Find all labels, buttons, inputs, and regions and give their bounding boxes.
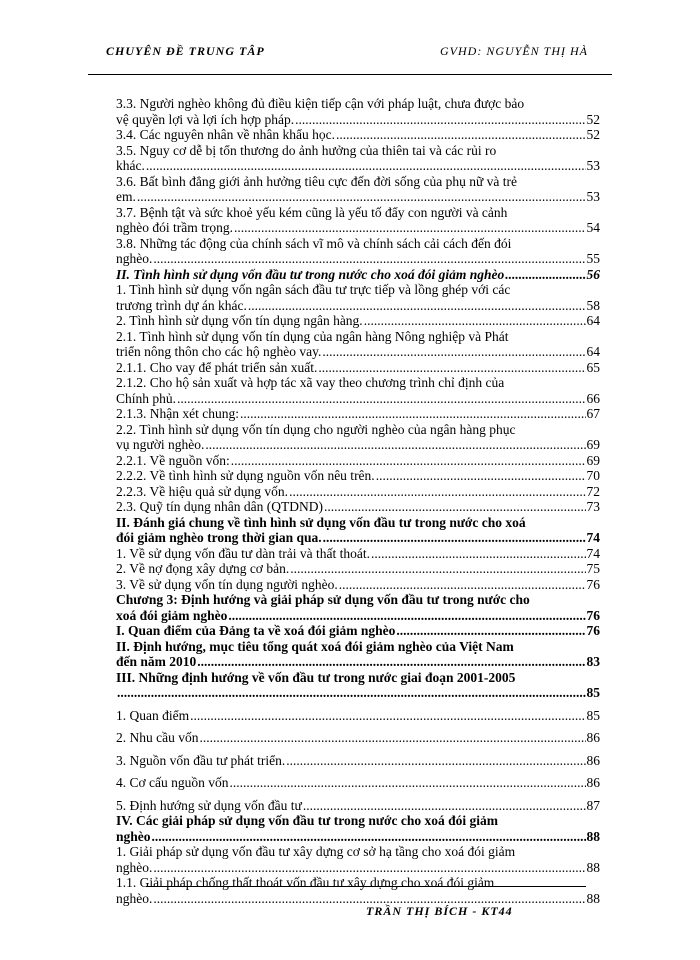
- toc-page-number: 64: [586, 313, 600, 328]
- toc-page-number: 58: [586, 297, 600, 313]
- toc-leader-dots: [322, 344, 585, 360]
- toc-leader-dots: [240, 406, 586, 422]
- toc-entry[interactable]: [116, 730, 600, 746]
- toc-entry[interactable]: [116, 484, 600, 500]
- toc-entry[interactable]: [116, 344, 600, 360]
- toc-entry[interactable]: [116, 282, 600, 298]
- toc-page-number: 52: [586, 111, 600, 127]
- toc-page-number: 76: [586, 623, 600, 638]
- toc-leader-dots: [177, 391, 585, 407]
- toc-entry-title: nghèo: [116, 828, 151, 844]
- toc-leader-dots: [199, 730, 585, 746]
- toc-entry[interactable]: [116, 753, 600, 769]
- toc-entry-title: 2.1. Tình hình sử dụng vốn tín dụng của ngân hàng Nông nghiệp và Phát: [116, 328, 509, 344]
- toc-entry-title: nghèo đói trầm trọng.: [116, 220, 233, 235]
- toc-page-number: 53: [586, 189, 600, 204]
- toc-entry[interactable]: [116, 143, 600, 159]
- footer-rule: [146, 886, 586, 887]
- toc-page-number: 86: [586, 730, 600, 745]
- toc-entry[interactable]: [116, 391, 600, 407]
- toc-entry-title: vệ quyền lợi và lợi ích hợp pháp.: [116, 111, 295, 127]
- toc-page-number: 69: [586, 437, 600, 452]
- toc-page-number: 85: [586, 685, 600, 700]
- toc-entry-title: 5. Định hướng sử dụng vốn đầu tư: [116, 797, 302, 813]
- toc-spacer: [116, 701, 600, 708]
- toc-entry[interactable]: [116, 515, 600, 531]
- toc-page-number: 85: [586, 707, 600, 723]
- toc-leader-dots: [323, 530, 586, 546]
- toc-entry[interactable]: [116, 654, 600, 670]
- toc-leader-dots: [152, 829, 586, 845]
- toc-entry[interactable]: [116, 437, 600, 453]
- toc-leader-dots: [190, 708, 585, 724]
- toc-page-number: 86: [586, 752, 600, 768]
- toc-leader-dots: [286, 753, 585, 769]
- toc-entry[interactable]: [116, 813, 600, 829]
- toc-entry[interactable]: [116, 577, 600, 593]
- toc-spacer: [116, 768, 600, 775]
- toc-leader-dots: [248, 298, 586, 314]
- toc-entry[interactable]: [116, 189, 600, 205]
- toc-page-number: 67: [586, 406, 600, 421]
- toc-page-number: 53: [586, 158, 600, 173]
- table-of-contents: [116, 96, 600, 906]
- toc-entry[interactable]: [116, 251, 600, 267]
- toc-leader-dots: [336, 127, 586, 143]
- toc-entry-title: em.: [116, 189, 136, 204]
- toc-spacer: [116, 746, 600, 753]
- toc-entry-title: 2.1.3. Nhận xét chung:: [116, 406, 239, 421]
- toc-entry-title: nghèo.: [116, 251, 153, 266]
- footer-text: TRẦN THỊ BÍCH - KT44: [366, 904, 513, 918]
- toc-entry-title: Chính phủ.: [116, 390, 177, 406]
- toc-entry[interactable]: [116, 112, 600, 128]
- toc-leader-dots: [339, 577, 586, 593]
- toc-entry-title: Chương 3: Định hướng và giải pháp sử dụng vốn đầu tư trong nước cho: [116, 592, 530, 607]
- toc-leader-dots: [153, 860, 585, 876]
- toc-entry-title: 2.1.2. Cho hộ sản xuất và hợp tác xã vay theo chương trình chỉ định của: [116, 375, 505, 390]
- toc-entry-title: 3. Về sử dụng vốn tín dụng người nghèo.: [116, 576, 338, 592]
- toc-entry[interactable]: [116, 708, 600, 724]
- toc-entry-title: 1.1. Giải pháp chống thất thoát vốn đầu tư xây dựng cho xoá đói giảm: [116, 875, 495, 890]
- toc-entry[interactable]: [116, 499, 600, 515]
- toc-entry-title: II. Đánh giá chung về tình hình sử dụng vốn đầu tư trong nước cho xoá: [116, 514, 526, 530]
- toc-entry[interactable]: [116, 623, 600, 639]
- toc-page-number: 55: [586, 251, 600, 266]
- toc-leader-dots: [153, 251, 585, 267]
- toc-entry-title: nghèo.: [116, 890, 153, 906]
- toc-entry[interactable]: [116, 220, 600, 236]
- toc-entry-title: 2. Nhu cầu vốn: [116, 730, 199, 745]
- toc-leader-dots: [290, 561, 585, 577]
- toc-entry[interactable]: [116, 422, 600, 438]
- toc-entry[interactable]: [116, 639, 600, 655]
- toc-page-number: 88: [586, 828, 600, 844]
- toc-entry[interactable]: [116, 875, 600, 891]
- toc-entry-title: 3.3. Người nghèo không đủ điều kiện tiếp cận với pháp luật, chưa được bảo: [116, 96, 525, 111]
- toc-entry-title: 2.2.3. Về hiệu quả sử dụng vốn.: [116, 483, 289, 499]
- toc-entry[interactable]: [116, 298, 600, 314]
- toc-leader-dots: [371, 546, 586, 562]
- toc-entry[interactable]: [116, 685, 600, 701]
- toc-entry-title: 3.7. Bệnh tật và sức khoẻ yếu kém cũng là yếu tố đẩy con người và cảnh: [116, 204, 508, 220]
- toc-entry-title: 3. Nguồn vốn đầu tư phát triển.: [116, 752, 286, 768]
- toc-entry-title: 2.3. Quỹ tín dụng nhân dân (QTDND): [116, 499, 323, 514]
- toc-entry[interactable]: [116, 670, 600, 686]
- toc-leader-dots: [205, 437, 585, 453]
- toc-entry[interactable]: [116, 468, 600, 484]
- header-rule: [88, 74, 612, 75]
- toc-entry[interactable]: [116, 205, 600, 221]
- toc-entry-title: 1. Quan điểm: [116, 707, 190, 723]
- toc-page-number: 75: [586, 561, 600, 576]
- toc-page-number: 52: [586, 127, 600, 142]
- toc-page-number: 65: [586, 359, 600, 375]
- toc-leader-dots: [376, 468, 586, 484]
- toc-leader-dots: [364, 313, 586, 329]
- toc-entry[interactable]: [116, 267, 600, 283]
- toc-page-number: 88: [586, 890, 600, 906]
- toc-page-number: 72: [586, 483, 600, 499]
- toc-entry-title: 4. Cơ cấu nguồn vốn: [116, 775, 229, 790]
- toc-entry-title: 1. Tình hình sử dụng vốn ngân sách đầu tư trực tiếp và lồng ghép với các: [116, 282, 511, 297]
- toc-page-number: 88: [586, 859, 600, 875]
- toc-entry-title: trương trình dự án khác.: [116, 297, 247, 313]
- toc-entry-title: 2.2.2. Về tình hình sử dụng nguồn vốn nêu trên.: [116, 468, 375, 483]
- toc-entry-title: II. Tình hình sử dụng vốn đầu tư trong nước cho xoá đói giảm nghèo: [116, 266, 505, 282]
- toc-entry[interactable]: [116, 313, 600, 329]
- toc-leader-dots: [197, 654, 585, 670]
- toc-entry-title: triển nông thôn cho các hộ nghèo vay.: [116, 344, 322, 359]
- toc-entry[interactable]: [116, 608, 600, 624]
- toc-spacer: [116, 723, 600, 730]
- toc-entry[interactable]: [116, 96, 600, 112]
- toc-entry[interactable]: [116, 375, 600, 391]
- toc-leader-dots: [295, 112, 585, 128]
- toc-leader-dots: [117, 685, 586, 701]
- toc-page-number: 74: [586, 545, 600, 561]
- toc-entry[interactable]: [116, 592, 600, 608]
- toc-entry[interactable]: [116, 453, 600, 469]
- toc-leader-dots: [231, 453, 586, 469]
- toc-leader-dots: [230, 775, 586, 791]
- toc-page-number: 76: [586, 607, 600, 623]
- toc-entry-title: đói giảm nghèo trong thời gian qua.: [116, 530, 322, 545]
- toc-entry[interactable]: [116, 158, 600, 174]
- toc-entry[interactable]: [116, 127, 600, 143]
- toc-entry-title: 2.1.1. Cho vay để phát triển sản xuất.: [116, 359, 318, 375]
- toc-entry-title: II. Định hướng, mục tiêu tổng quát xoá đói giảm nghèo của Việt Nam: [116, 638, 514, 654]
- toc-entry-title: xoá đói giảm nghèo: [116, 607, 228, 623]
- toc-page-number: 66: [586, 390, 600, 406]
- toc-entry-title: khác.: [116, 158, 145, 173]
- toc-entry[interactable]: [116, 329, 600, 345]
- toc-leader-dots: [396, 623, 585, 639]
- toc-entry[interactable]: [116, 860, 600, 876]
- toc-entry-title: 3.5. Nguy cơ dễ bị tổn thương do ảnh hưởng của thiên tai và các rủi ro: [116, 142, 497, 158]
- toc-entry-title: 3.6. Bất bình đẳng giới ảnh hưởng tiêu cực đến đời sống của phụ nữ và trẻ: [116, 173, 518, 189]
- toc-entry-title: 3.4. Các nguyên nhân về nhân khẩu học.: [116, 127, 335, 142]
- toc-entry-title: III. Những định hướng về vốn đầu tư trong nước giai đoạn 2001-2005: [116, 669, 516, 685]
- toc-entry-title: 2.2. Tình hình sử dụng vốn tín dụng cho người nghèo của ngân hàng phục: [116, 421, 516, 437]
- toc-entry[interactable]: [116, 360, 600, 376]
- toc-entry-title: 2. Tình hình sử dụng vốn tín dụng ngân hàng.: [116, 313, 363, 328]
- toc-entry[interactable]: [116, 844, 600, 860]
- toc-entry[interactable]: [116, 236, 600, 252]
- toc-page-number: 56: [586, 266, 600, 282]
- toc-entry-title: 2. Về nợ đọng xây dựng cơ bản.: [116, 561, 290, 576]
- toc-entry-title: đến năm 2010: [116, 654, 197, 669]
- toc-page-number: 83: [586, 654, 600, 669]
- toc-leader-dots: [318, 360, 585, 376]
- toc-page-number: 76: [586, 576, 600, 592]
- toc-page-number: 74: [586, 530, 600, 545]
- toc-entry-title: 3.8. Những tác động của chính sách vĩ mô và chính sách cải cách đến đói: [116, 235, 512, 251]
- toc-entry[interactable]: [116, 775, 600, 791]
- toc-entry[interactable]: [116, 174, 600, 190]
- toc-page-number: 87: [586, 797, 600, 813]
- toc-leader-dots: [234, 220, 586, 236]
- toc-leader-dots: [146, 158, 586, 174]
- toc-page-number: 73: [586, 499, 600, 514]
- toc-page-number: 69: [586, 452, 600, 468]
- toc-entry-title: 1. Về sử dụng vốn đầu tư dàn trải và thất thoát.: [116, 545, 370, 561]
- toc-entry-title: vụ người nghèo.: [116, 437, 205, 452]
- toc-spacer: [116, 791, 600, 798]
- toc-entry[interactable]: [116, 561, 600, 577]
- toc-leader-dots: [303, 798, 586, 814]
- toc-entry[interactable]: [116, 829, 600, 845]
- toc-leader-dots: [324, 499, 586, 515]
- toc-leader-dots: [137, 189, 586, 205]
- header-left-text: CHUYÊN ĐỀ TRUNG TÂP: [106, 44, 265, 58]
- toc-entry-title: 1. Giải pháp sử dụng vốn đầu tư xây dựng cơ sở hạ tầng cho xoá đói giảm: [116, 844, 516, 859]
- toc-entry-title: IV. Các giải pháp sử dụng vốn đầu tư trong nước cho xoá đói giảm: [116, 813, 498, 828]
- toc-entry-title: nghèo.: [116, 859, 153, 875]
- toc-leader-dots: [289, 484, 585, 500]
- toc-page-number: 54: [586, 220, 600, 235]
- toc-entry[interactable]: [116, 530, 600, 546]
- toc-entry-title: 2.2.1. Về nguồn vốn:: [116, 452, 230, 468]
- toc-leader-dots: [228, 608, 585, 624]
- toc-page-number: 70: [586, 468, 600, 483]
- header-right-text: GVHD: NGUYỄN THỊ HÀ: [440, 44, 588, 58]
- toc-entry[interactable]: [116, 406, 600, 422]
- toc-entry[interactable]: [116, 546, 600, 562]
- toc-entry[interactable]: [116, 798, 600, 814]
- toc-entry[interactable]: [116, 891, 600, 907]
- toc-leader-dots: [505, 267, 585, 283]
- toc-entry-title: I. Quan điểm của Đảng ta về xoá đói giảm nghèo: [116, 623, 396, 638]
- toc-page-number: 86: [586, 775, 600, 790]
- toc-page-number: 64: [586, 344, 600, 359]
